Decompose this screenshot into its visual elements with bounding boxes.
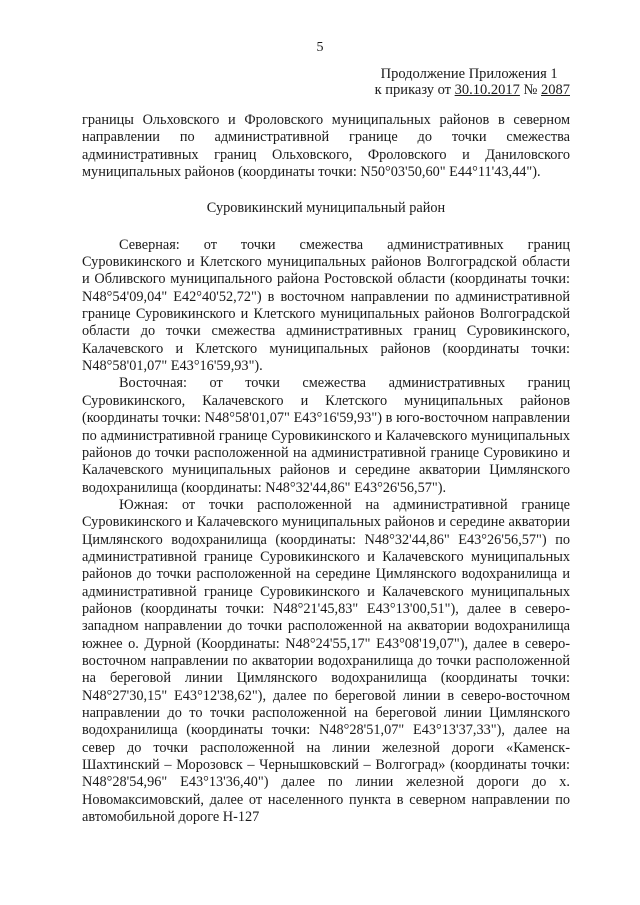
document-body (82, 112, 570, 826)
order-number: 2087 (541, 82, 570, 98)
appendix-header (375, 66, 570, 98)
paragraph-south: Южная: от точки расположенной на административной границе Суровикинского и Калачевского муниципальных районов и середине акватории Цимлянского водохранилища (координаты: N48°32'44,86" E43°26'56,57") по административной границе Суровикинского и Калачевского муниципальных районов до точки расположенной на середине Цимлянского водохранилища и административной границе Суровикинского и Калачевского муниципальных районов (координаты точки: N48°21'45,83" E43°13'00,51"), далее в северо-западном направлении до точки расположенной на акватории водохранилища южнее о. Дурной (Координаты: N48°24'55,17" E43°08'19,07"), далее в северо-восточном направлении по акватории водохранилища до точки расположенной на береговой линии Цимлянского водохранилища (координаты точки: N48°27'30,15" E43°12'38,62"), далее по береговой линии в северо-восточном направлении до то точки расположенной на береговой линии Цимлянского водохранилища (координаты точки: N48°28'51,07" E43°13'37,33"), далее на север до точки расположенной на линии железной дороги «Каменск-Шахтинский – Морозовск – Чернышковский – Волгоград» (координаты точки: N48°28'54,96" E43°13'36,40") далее по линии железной дороги до х. Новомаксимовский, далее от населенного пункта в северном направлении по автомобильной дороге Н-127 (82, 496, 570, 826)
intro-paragraph: границы Ольховского и Фроловского муниципальных районов в северном направлении по административной границе до точки смежества административных границ Ольховского, Фроловского и Даниловского муниципальных районов (координаты точки: N50°03'50,60" E44°11'43,44"). (82, 112, 570, 181)
order-number-sign: № (519, 82, 541, 98)
section-title: Суровикинский муниципальный район (206, 200, 446, 217)
page-number: 5 (316, 40, 324, 55)
paragraph-east: Восточная: от точки смежества административных границ Суровикинского, Калачевского и Клетского муниципальных районов (координаты точки: N48°58'01,07" E43°16'59,93") в юго-восточном направлении по административной границе Суровикинского и Калачевского муниципальных районов до точки расположенной на административной границе Суровикино и Калачевского муниципальных районов и середине акватории Цимлянского водохранилища (координаты: N48°32'44,86" E43°26'56,57"). (82, 375, 570, 496)
order-date: 30.10.2017 (454, 82, 520, 98)
appendix-continuation-label: Продолжение Приложения 1 (380, 66, 558, 82)
order-reference (375, 82, 570, 98)
paragraph-north: Северная: от точки смежества административных границ Суровикинского и Клетского муниципальных районов Волгоградской области и Обливского муниципального района Ростовской области (координаты точки: N48°54'09,04" E42°40'52,72") в восточном направлении по административной границе Суровикинского и Клетского муниципальных районов Волгоградской области до точки смежества административных границ Суровикинского, Калачевского и Клетского муниципальных районов (координаты точки: N48°58'01,07" E43°16'59,93"). (82, 236, 570, 375)
order-prefix: к приказу от (374, 82, 455, 98)
